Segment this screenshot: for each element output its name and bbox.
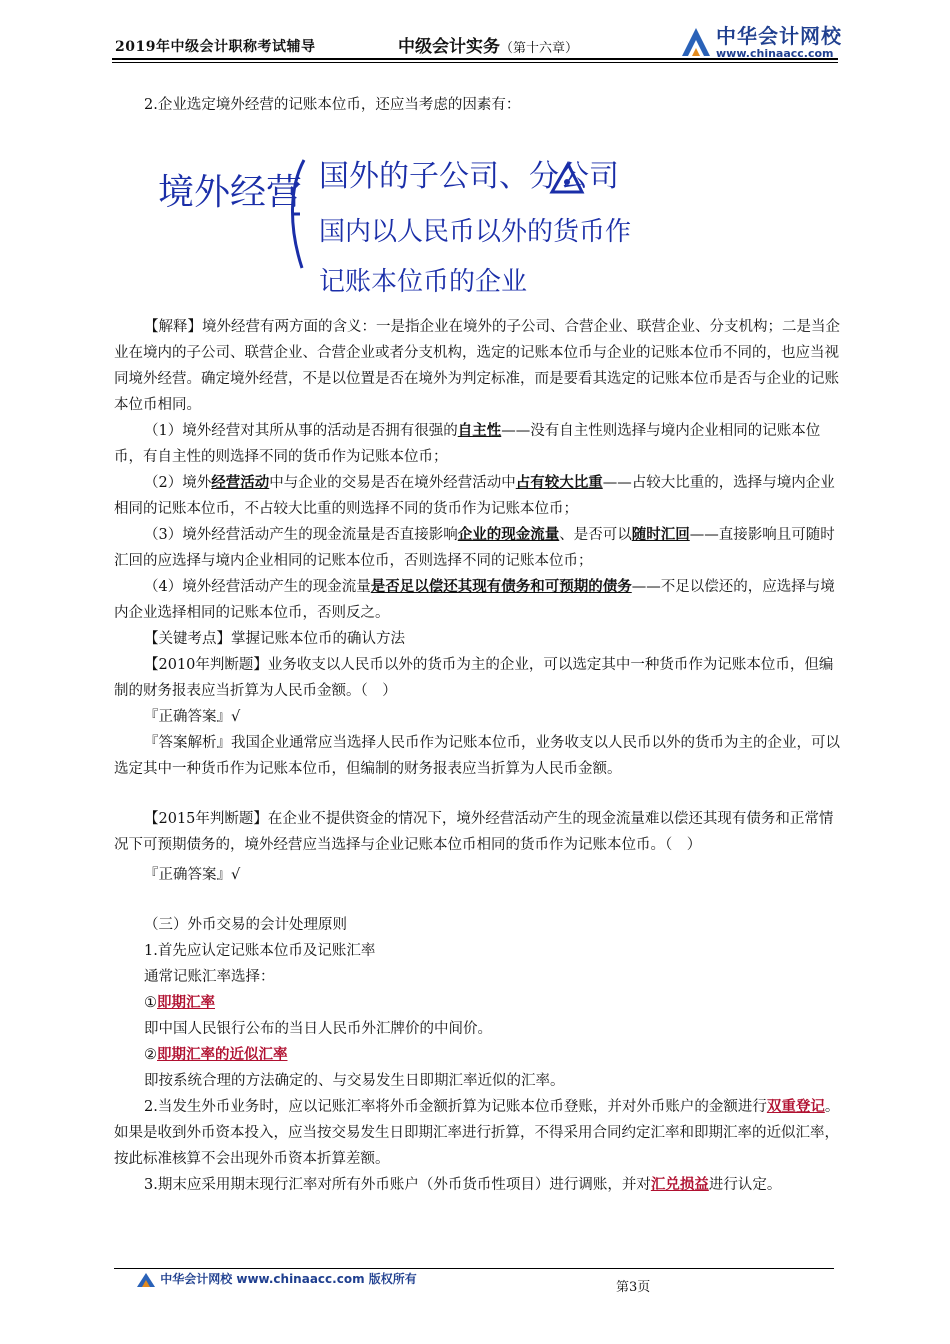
highlight-spot-rate: 即期汇率 (157, 994, 215, 1011)
question-2010: 【2010年判断题】业务收支以人民币以外的货币为主的企业，可以选定其中一种货币作为记账本位币，但编制的财务报表应当折算为人民币金额。（ ） (114, 657, 834, 699)
principle-1-sub: 通常记账汇率选择： (144, 969, 275, 985)
handwriting-drawing (114, 118, 840, 314)
highlight-exchange-gain-loss: 汇兑损益 (650, 1176, 709, 1193)
handwriting-line3: 记账本位币的企业 (319, 267, 528, 297)
section-heading: （三）外币交易的会计处理原则 (144, 917, 347, 933)
handwriting-left: 境外经营 (158, 172, 303, 213)
header-subject (398, 32, 578, 57)
rate-option-2-desc: 即按系统合理的方法确定的、与交易发生日即期汇率近似的汇率。 (144, 1073, 565, 1089)
handwriting-line1: 国外的子公司、分公司 (319, 159, 619, 194)
question-2015: 【2015年判断题】在企业不提供资金的情况下，境外经营活动产生的现金流量难以偿还其现有债务和正常情况下可预期债务的，境外经营应当选择与企业记账本位币相同的货币作为记账本位币。（ ） (114, 811, 834, 853)
spacer (114, 782, 840, 806)
footer-rule (114, 1268, 834, 1269)
handwriting-line2: 国内以人民币以外的货币作 (319, 217, 632, 247)
key-point: 【关键考点】掌握记账本位币的确认方法 (144, 631, 405, 647)
logo-name: 中华会计网校 (716, 24, 842, 48)
principle-1: 1.首先应认定记账本位币及记账汇率 (144, 943, 376, 959)
footer-copyright: 中华会计网校 www.chinaacc.com 版权所有 (160, 1272, 417, 1286)
brand-logo (680, 20, 850, 68)
page-number: 第3页 (616, 1280, 651, 1295)
logo-mountain-icon (680, 22, 714, 62)
highlight-cash-flow: 企业的现金流量 (457, 526, 560, 543)
explanation: 【解释】境外经营有两方面的含义：一是指企业在境外的子公司、合营企业、联营企业、分支机构；二是当企业在境内的子公司、联营企业、合营企业或者分支机构，选定的记账本位币与企业的记账本位币不同的，也应当视同境外经营。确定境外经营，不是以位置是否在境外为判定标准，而是要看其选定的记账本位币是否与企业的记账本位币相同。 (114, 319, 840, 413)
answer-2010: 『正确答案』√ (144, 709, 241, 725)
highlight-remit: 随时汇回 (631, 526, 690, 543)
header-subject-title: 中级会计实务 (398, 37, 500, 57)
rate-option-1: ①即期汇率 (144, 994, 215, 1011)
handwritten-notes (114, 118, 840, 314)
header-rule (112, 58, 838, 60)
rate-option-2: ②即期汇率的近似汇率 (144, 1046, 288, 1063)
logo-url: www.chinaacc.com (716, 47, 834, 60)
factor-2: （2）境外经营活动中与企业的交易是否在境外经营活动中占有较大比重——占较大比重的，选择与境内企业相同的记账本位币，不占较大比重的则选择不同的货币作为记账本位币； (114, 474, 835, 517)
analysis-2010: 『答案解析』我国企业通常应当选择人民币作为记账本位币，业务收支以人民币以外的货币为主的企业，可以选定其中一种货币作为记账本位币，但编制的财务报表应当折算为人民币金额。 (114, 735, 840, 777)
principle-2: 2.当发生外币业务时，应以记账汇率将外币金额折算为记账本位币登账，并对外币账户的金额进行双重登记。如果是收到外币资本投入，应当按交易发生日即期汇率进行折算，不得采用合同约定汇率和即期汇率的近似汇率，按此标准核算不会出现外币资本折算差额。 (114, 1098, 840, 1167)
highlight-debt-repayment: 是否足以偿还其现有债务和可预期的债务 (370, 578, 632, 595)
factor-3: （3）境外经营活动产生的现金流量是否直接影响企业的现金流量、是否可以随时汇回——直接影响且可随时汇回的应选择与境内企业相同的记账本位币，否则选择不同的记账本位币； (114, 526, 835, 569)
highlight-large-proportion: 占有较大比重 (515, 474, 603, 491)
header-rule-thin (112, 62, 838, 63)
header-chapter: （第十六章） (500, 41, 579, 56)
header-exam-title: 2019年中级会计职称考试辅导 (115, 39, 316, 55)
answer-2015: 『正确答案』√ (144, 867, 241, 883)
factor-4: （4）境外经营活动产生的现金流量是否足以偿还其现有债务和可预期的债务——不足以偿还的，应选择与境内企业选择相同的记账本位币，否则反之。 (114, 578, 835, 621)
highlight-operating-activity: 经营活动 (211, 474, 270, 491)
footer-brand (136, 1270, 417, 1289)
factor-1: （1）境外经营对其所从事的活动是否拥有很强的自主性——没有自主性则选择与境内企业相同的记账本位币，有自主性的则选择不同的货币作为记账本位币； (114, 422, 821, 465)
intro-text: 2.企业选定境外经营的记账本位币，还应当考虑的因素有： (144, 97, 521, 113)
page-body (114, 92, 840, 1198)
principle-3: 3.期末应采用期末现行汇率对所有外币账户（外币货币性项目）进行调账，并对汇兑损益进行认定。 (144, 1176, 782, 1193)
highlight-double-entry: 双重登记 (766, 1098, 825, 1115)
footer-logo-icon (136, 1271, 156, 1289)
spacer (114, 888, 840, 912)
rate-option-1-desc: 即中国人民银行公布的当日人民币外汇牌价的中间价。 (144, 1021, 492, 1037)
highlight-autonomy: 自主性 (457, 422, 502, 439)
highlight-approx-spot-rate: 即期汇率的近似汇率 (157, 1046, 288, 1063)
